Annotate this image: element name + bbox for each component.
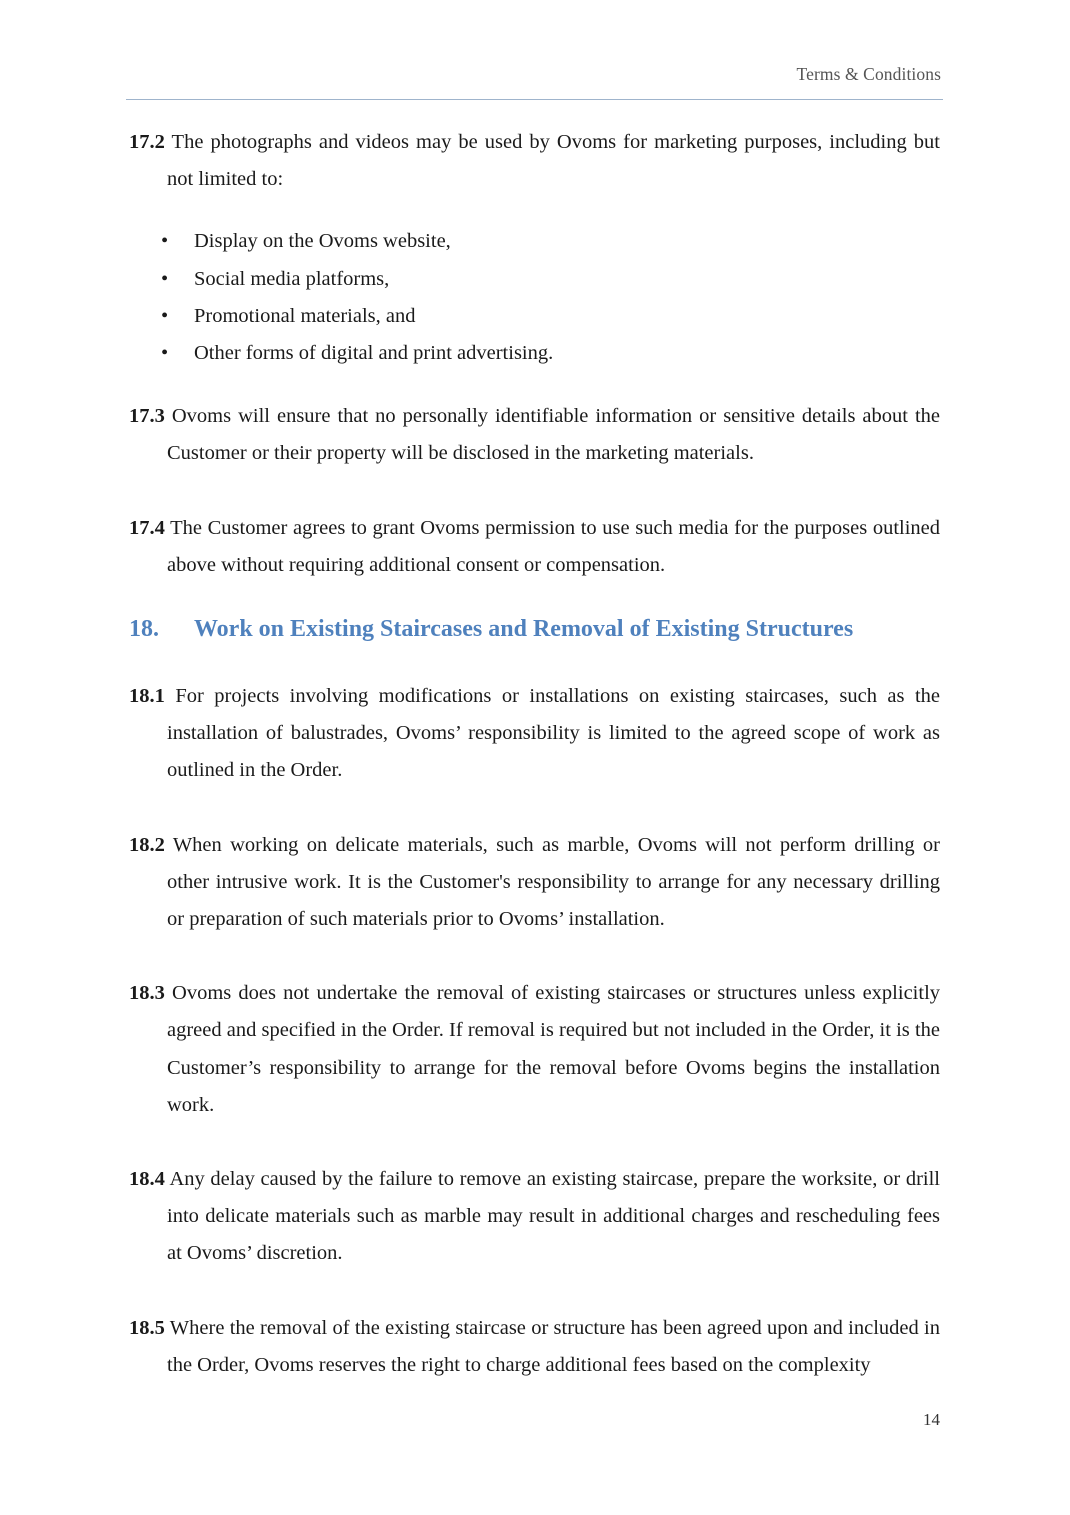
clause-18-4	[129, 1161, 940, 1273]
list-item-text: Promotional materials, and	[194, 304, 416, 327]
list-item-text: Other forms of digital and print advertising.	[194, 342, 554, 365]
clause-text: For projects involving modifications or installations on existing staircases, such as the installation of balustrades, Ovoms’ responsibility is limited to the agreed scope of work as outlined in the Order.	[167, 685, 941, 782]
clause-text: The photographs and videos may be used by Ovoms for marketing purposes, including but not limited to:	[167, 131, 940, 191]
clause-text: Where the removal of the existing staircase or structure has been agreed upon and included in the Order, Ovoms reserves the right to charge additional fees based on the complexity	[167, 1316, 941, 1376]
clause-number: 18.4	[129, 1168, 165, 1191]
list-item	[129, 223, 940, 260]
marketing-uses-list	[129, 223, 940, 372]
bullet-icon: •	[161, 267, 169, 290]
section-heading-18	[129, 611, 940, 648]
clause-text: The Customer agrees to grant Ovoms permission to use such media for the purposes outlined above without requiring additional consent or compensation.	[167, 516, 941, 576]
list-item-text: Social media platforms,	[194, 267, 390, 290]
document-body	[129, 124, 940, 1384]
clause-number: 17.4	[129, 516, 165, 539]
section-number: 18.	[129, 616, 159, 643]
clause-text: Ovoms will ensure that no personally identifiable information or sensitive details about the Customer or their property will be disclosed in the marketing materials.	[167, 405, 941, 465]
clause-17-4	[129, 510, 940, 584]
page-number: 14	[923, 1410, 940, 1429]
list-item	[129, 298, 940, 335]
clause-18-1	[129, 678, 940, 790]
clause-17-2	[129, 124, 940, 198]
clause-18-2	[129, 827, 940, 939]
clause-number: 17.3	[129, 405, 165, 428]
header-divider	[126, 99, 943, 100]
clause-number: 18.5	[129, 1316, 165, 1339]
clause-number: 18.2	[129, 833, 165, 856]
clause-18-3	[129, 975, 940, 1124]
clause-number: 18.3	[129, 982, 165, 1005]
section-title: Work on Existing Staircases and Removal of Existing Structures	[194, 616, 854, 643]
bullet-icon: •	[161, 230, 169, 253]
list-item-text: Display on the Ovoms website,	[194, 230, 451, 253]
clause-number: 18.1	[129, 685, 165, 708]
bullet-icon: •	[161, 342, 169, 365]
clause-text: Ovoms does not undertake the removal of existing staircases or structures unless explicitly agreed and specified in the Order. If removal is required but not included in the Order, it is the Customer’s responsibility to arrange for the removal before Ovoms begins the installation work.	[167, 982, 941, 1116]
page-header-title: Terms & Conditions	[796, 64, 941, 84]
clause-text: Any delay caused by the failure to remove an existing staircase, prepare the worksite, or drill into delicate materials such as marble may result in additional charges and rescheduling fees at Ovoms’ discretion.	[167, 1168, 941, 1265]
list-item	[129, 335, 940, 372]
clause-number: 17.2	[129, 131, 165, 153]
list-item	[129, 261, 940, 298]
clause-18-5	[129, 1310, 940, 1384]
clause-text: When working on delicate materials, such as marble, Ovoms will not perform drilling or other intrusive work. It is the Customer's responsibility to arrange for any necessary drilling or preparation of such materials prior to Ovoms’ installation.	[167, 833, 940, 931]
bullet-icon: •	[161, 304, 169, 327]
clause-17-3	[129, 398, 940, 472]
